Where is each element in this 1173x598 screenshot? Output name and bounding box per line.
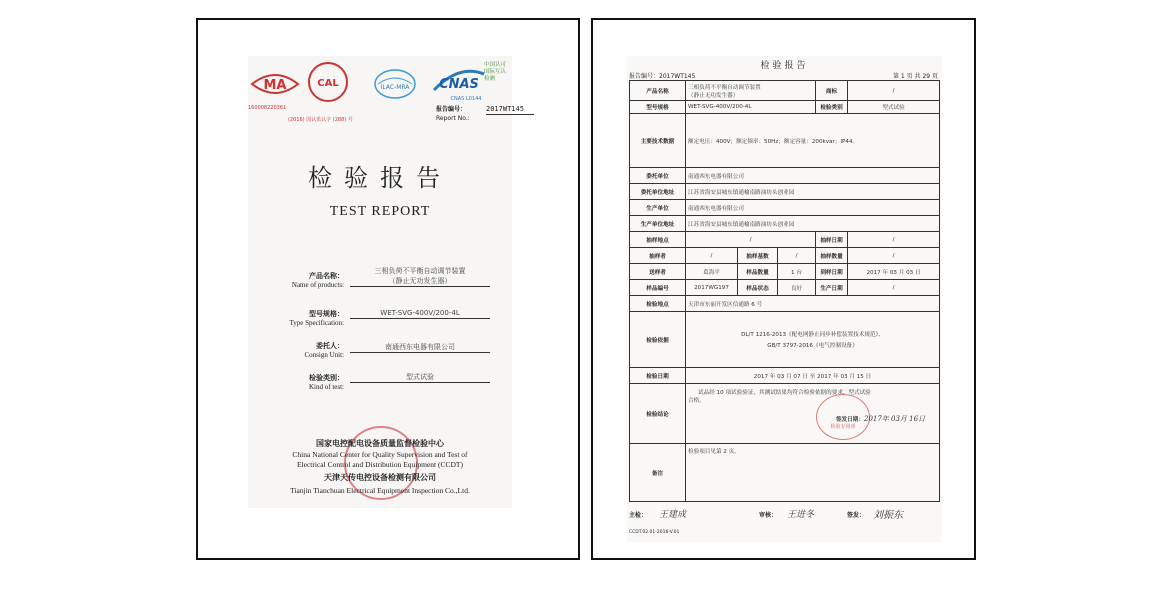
- sample-count-label: 样品数量: [738, 264, 778, 280]
- test-site-label: 检验地点: [630, 296, 686, 312]
- sample-state-label: 样品状态: [738, 280, 778, 296]
- ilac-logo-icon: [370, 64, 420, 104]
- center-name-en-line1: China National Center for Quality Supervision and Test of: [292, 450, 468, 459]
- test-date-value: 2017 年 03 月 07 日 至 2017 年 03 月 15 日: [686, 368, 940, 384]
- report-info-table: [629, 80, 940, 502]
- sample-qty-value: /: [848, 248, 940, 264]
- field-label-en: Type Specification:: [289, 319, 344, 327]
- field-value: 型式试验: [350, 372, 490, 383]
- field-value-line2: （静止无功发生器）: [350, 276, 490, 287]
- cma-number: 160008220361: [248, 105, 287, 111]
- sampler-value: /: [686, 248, 738, 264]
- sample-number-value: 2017WG197: [686, 280, 738, 296]
- cnas-logo-icon: [430, 60, 488, 104]
- stamp-text: 检验专用章: [830, 424, 856, 430]
- cover-page-frame: [196, 18, 580, 560]
- product-name-label: 产品名称: [630, 81, 686, 101]
- sign-date: [836, 414, 925, 424]
- sample-state-value: 良好: [778, 280, 816, 296]
- form-code: CCDT.02.01-2016-V.01: [629, 530, 680, 535]
- approver-signature: 王建成: [659, 510, 687, 520]
- approver-label: 主检：: [629, 512, 648, 519]
- sender-label: 送样者: [630, 264, 686, 280]
- sign-date-label: 签发日期：: [836, 417, 864, 423]
- client-label: 委托单位: [630, 168, 686, 184]
- product-name-value: 三相负荷不平衡自动调节装置: [688, 84, 761, 91]
- table-row: [630, 114, 940, 168]
- table-row: [630, 264, 940, 280]
- table-row: [630, 312, 940, 368]
- sign-date-value: 2017年 03月 16日: [863, 415, 926, 423]
- trademark-label: 商标: [816, 81, 848, 101]
- table-row: [630, 200, 940, 216]
- cnas-logo-text: CNAS: [439, 77, 479, 92]
- sample-base-value: /: [778, 248, 816, 264]
- detail-page-frame: [591, 18, 976, 560]
- cal-number: (2016) 国认监认字 (288) 号: [288, 117, 353, 123]
- sample-count-value: 1 台: [778, 264, 816, 280]
- cnas-chinese-label: [484, 62, 506, 83]
- field-label: 检验类别：: [309, 374, 344, 382]
- certification-logos: [248, 56, 512, 126]
- field-label: 型号规格：: [309, 310, 344, 318]
- maker-value: 南通西东电器有限公司: [686, 200, 940, 216]
- production-date-label: 生产日期: [816, 280, 848, 296]
- note-value: 检验项目见第 2 页。: [686, 444, 940, 502]
- maker-address-value: 江苏省海安县城东镇通榆南路油坊头创业园: [686, 216, 940, 232]
- note-label: 备注: [630, 444, 686, 502]
- center-name-cn: 国家电控配电设备质量监督检验中心: [316, 439, 444, 448]
- ilac-logo-text: ILAC-MRA: [380, 84, 410, 91]
- table-row: [630, 101, 940, 114]
- table-row: [630, 216, 940, 232]
- arrive-date-label: 到样日期: [816, 264, 848, 280]
- detail-page-title: 检验报告: [760, 61, 809, 71]
- report-number-value: 2017WT145: [486, 105, 534, 115]
- cnas-cn-line: 检测: [484, 76, 496, 82]
- table-row: [630, 232, 940, 248]
- sample-base-label: 抽样基数: [738, 248, 778, 264]
- page-number: 第 1 页 共 29 页: [893, 73, 938, 80]
- sample-qty-label: 抽样数量: [816, 248, 848, 264]
- detail-page: [627, 56, 942, 542]
- category-value: 型式试验: [848, 101, 940, 114]
- production-date-value: /: [848, 280, 940, 296]
- cover-title-cn: 检验报告: [308, 164, 452, 192]
- basis-line: GB/T 3797-2016《电气控制设备》: [767, 343, 858, 349]
- conclusion-text: 试品经 10 项试验验证，其测试结果均符合检验依据的要求，型式试验: [698, 390, 871, 396]
- table-row: [630, 168, 940, 184]
- field-label-en: Name of products:: [291, 281, 344, 289]
- company-name-cn: 天津天传电控设备检测有限公司: [324, 473, 436, 482]
- table-row: [630, 248, 940, 264]
- cover-title-en: TEST REPORT: [329, 204, 431, 219]
- table-row: [630, 184, 940, 200]
- report-number-label: 报告编号：: [436, 106, 467, 113]
- client-value: 南通西东电器有限公司: [686, 168, 940, 184]
- table-row: [630, 444, 940, 502]
- table-row: [630, 280, 940, 296]
- model-value: WET-SVG-400V/200-4L: [686, 101, 816, 114]
- detail-page-header: [629, 71, 940, 80]
- table-row: [630, 368, 940, 384]
- tech-data-value: 额定电压：400V；额定频率：50Hz；额定容量：200kvar；IP44。: [686, 114, 940, 168]
- center-name-en-line2: Electrical Control and Distribution Equipment (CCDT): [296, 460, 463, 469]
- cnas-number: CNAS L0144: [450, 96, 482, 102]
- cnas-cn-line: 国际互认: [484, 69, 507, 75]
- cal-logo-icon: [306, 60, 350, 104]
- cover-report-number: [436, 105, 524, 123]
- field-value: 南通西东电器有限公司: [350, 342, 490, 353]
- conclusion-cell: [686, 384, 940, 444]
- issuer-label: 签发：: [847, 512, 866, 519]
- sample-date-value: /: [848, 232, 940, 248]
- basis-line: DL/T 1216-2013《配电网静止同步补偿装置技术规范》、: [741, 332, 884, 338]
- reviewer-label: 审核：: [759, 512, 778, 519]
- model-label: 型号规格: [630, 101, 686, 114]
- category-label: 检验类别: [816, 101, 848, 114]
- cma-logo-icon: [250, 64, 300, 104]
- cma-logo-text: MA: [263, 78, 287, 93]
- product-name-cell: [686, 81, 816, 101]
- arrive-date-value: 2017 年 03 月 03 日: [848, 264, 940, 280]
- sample-site-label: 抽样地点: [630, 232, 686, 248]
- field-label-en: Kind of test:: [309, 383, 344, 391]
- trademark-value: /: [848, 81, 940, 101]
- conclusion-text-line2: 合格。: [688, 398, 705, 404]
- detail-report-number: 报告编号：2017WT145: [629, 73, 696, 80]
- basis-label: 检验依据: [630, 312, 686, 368]
- maker-label: 生产单位: [630, 200, 686, 216]
- field-label: 委托人：: [316, 342, 344, 350]
- sender-value: 葛海平: [686, 264, 738, 280]
- client-address-value: 江苏省海安县城东镇通榆南路油坊头创业园: [686, 184, 940, 200]
- field-label-en: Consign Unit:: [304, 351, 344, 359]
- client-address-label: 委托单位地址: [630, 184, 686, 200]
- table-row: [630, 384, 940, 444]
- sample-date-label: 抽样日期: [816, 232, 848, 248]
- sample-number-label: 样品编号: [630, 280, 686, 296]
- tech-data-label: 主要技术数据: [630, 114, 686, 168]
- report-number-label-en: Report No.:: [436, 115, 470, 122]
- cal-logo-text: CAL: [317, 78, 339, 89]
- test-date-label: 检验日期: [630, 368, 686, 384]
- maker-address-label: 生产单位地址: [630, 216, 686, 232]
- cover-page: [248, 56, 524, 508]
- field-value: 三相负荷不平衡自动调节装置: [374, 267, 466, 275]
- company-name-en: Tianjin Tianchuan Electrical Equipment Inspection Co.,Ltd.: [290, 486, 470, 495]
- field-value: WET-SVG-400V/200-4L: [350, 308, 490, 319]
- cnas-cn-line: 中国认可: [484, 62, 507, 68]
- table-row: [630, 296, 940, 312]
- field-label: 产品名称：: [309, 272, 344, 280]
- product-name-value-line2: （静止无功发生器）: [688, 92, 739, 99]
- test-site-value: 天津市东丽开发区信通路 6 号: [686, 296, 940, 312]
- issuer-signature: 刘振东: [873, 510, 903, 521]
- table-row: [630, 81, 940, 101]
- sample-site-value: /: [686, 232, 816, 248]
- sampler-label: 抽样者: [630, 248, 686, 264]
- reviewer-signature: 王进冬: [787, 510, 815, 520]
- basis-cell: [686, 312, 940, 368]
- conclusion-label: 检验结论: [630, 384, 686, 444]
